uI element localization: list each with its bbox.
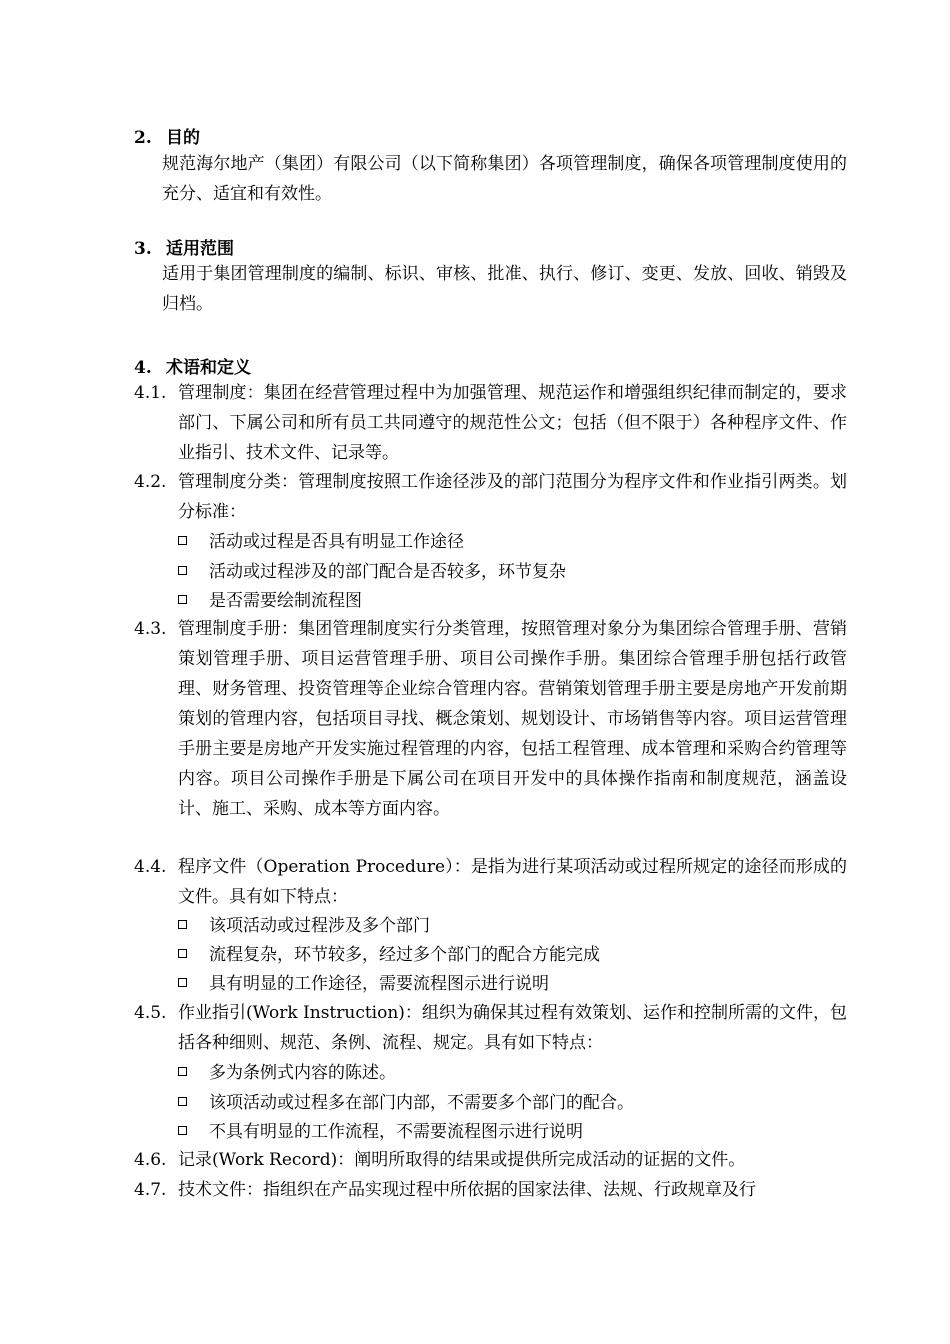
bullet-item [178,557,566,587]
bullet-text: 该项活动或过程多在部门内部，不需要多个部门的配合。 [209,1093,634,1113]
section-number: 4. [134,358,152,378]
section-number: 2. [134,128,152,148]
bullet-item [178,1117,583,1147]
item-text: 程序文件（Operation Procedure）：是指为进行某项活动或过程所规定的途径而形成的文件。具有如下特点： [178,857,847,907]
item-number: 4.6. [134,1150,167,1170]
checkbox-square-icon [178,1067,187,1076]
item-text: 作业指引(Work Instruction)：组织为确保其过程有效策划、运作和控制所需的文件，包括各种细则、规范、条例、流程、规定。具有如下特点： [178,1003,847,1053]
item-number: 4.1. [134,383,167,403]
bullet-item [178,586,362,616]
section-title: 适用范围 [166,239,234,259]
checkbox-square-icon [178,978,187,987]
bullet-text: 具有明显的工作途径，需要流程图示进行说明 [209,974,549,994]
bullet-text: 多为条例式内容的陈述。 [209,1063,396,1083]
bullet-text: 该项活动或过程涉及多个部门 [209,916,430,936]
checkbox-square-icon [178,536,187,545]
definition-item-4-5 [134,998,847,1058]
definition-item-4-1 [134,378,847,468]
bullet-text: 活动或过程是否具有明显工作途径 [209,532,464,552]
item-text: 记录(Work Record)：阐明所取得的结果或提供所完成活动的证据的文件。 [178,1150,746,1170]
definition-item-4-6 [134,1145,847,1175]
item-number: 4.2. [134,472,167,492]
bullet-text: 不具有明显的工作流程，不需要流程图示进行说明 [209,1122,583,1142]
item-number: 4.3. [134,619,167,639]
definition-item-4-7 [134,1175,847,1205]
item-text: 管理制度分类：管理制度按照工作途径涉及的部门范围分为程序文件和作业指引两类。划分标准： [178,472,847,522]
item-text: 管理制度手册：集团管理制度实行分类管理，按照管理对象分为集团综合管理手册、营销策划管理手册、项目运营管理手册、项目公司操作手册。集团综合管理手册包括行政管理、财务管理、投资管理等企业综合管理内容。营销策划管理手册主要是房地产开发前期策划的管理内容，包括项目寻找、概念策划、规划设计、市场销售等内容。项目运营管理手册主要是房地产开发实施过程管理的内容，包括工程管理、成本管理和采购合约管理等内容。项目公司操作手册是下属公司在项目开发中的具体操作指南和制度规范，涵盖设计、施工、采购、成本等方面内容。 [178,619,847,819]
bullet-item [178,969,549,999]
bullet-item [178,940,600,970]
section-paragraph-purpose: 规范海尔地产（集团）有限公司（以下简称集团）各项管理制度，确保各项管理制度使用的充分、适宜和有效性。 [162,154,847,204]
definition-item-4-4 [134,852,847,912]
bullet-item [178,1088,634,1118]
bullet-item [178,1058,396,1088]
checkbox-square-icon [178,595,187,604]
bullet-item [178,527,464,557]
checkbox-square-icon [178,1097,187,1106]
bullet-item [178,911,430,941]
definition-item-4-3 [134,614,847,824]
item-number: 4.5. [134,1003,167,1023]
definition-item-4-2 [134,467,847,527]
checkbox-square-icon [178,566,187,575]
section-title: 目的 [166,128,200,148]
section-heading-scope [134,238,234,260]
section-paragraph-scope: 适用于集团管理制度的编制、标识、审核、批准、执行、修订、变更、发放、回收、销毁及归档。 [162,264,847,314]
item-text: 技术文件：指组织在产品实现过程中所依据的国家法律、法规、行政规章及行 [178,1180,756,1200]
item-text: 管理制度：集团在经营管理过程中为加强管理、规范运作和增强组织纪律而制定的，要求部门、下属公司和所有员工共同遵守的规范性公文；包括（但不限于）各种程序文件、作业指引、技术文件、记录等。 [178,383,847,463]
section-title: 术语和定义 [166,358,251,378]
bullet-text: 活动或过程涉及的部门配合是否较多，环节复杂 [209,562,566,582]
bullet-text: 是否需要绘制流程图 [209,591,362,611]
item-number: 4.4. [134,857,167,877]
bullet-text: 流程复杂，环节较多，经过多个部门的配合方能完成 [209,945,600,965]
checkbox-square-icon [178,1126,187,1135]
section-heading-terms [134,357,251,379]
checkbox-square-icon [178,920,187,929]
item-number: 4.7. [134,1180,167,1200]
section-heading-purpose [134,127,200,149]
checkbox-square-icon [178,949,187,958]
section-number: 3. [134,239,152,259]
